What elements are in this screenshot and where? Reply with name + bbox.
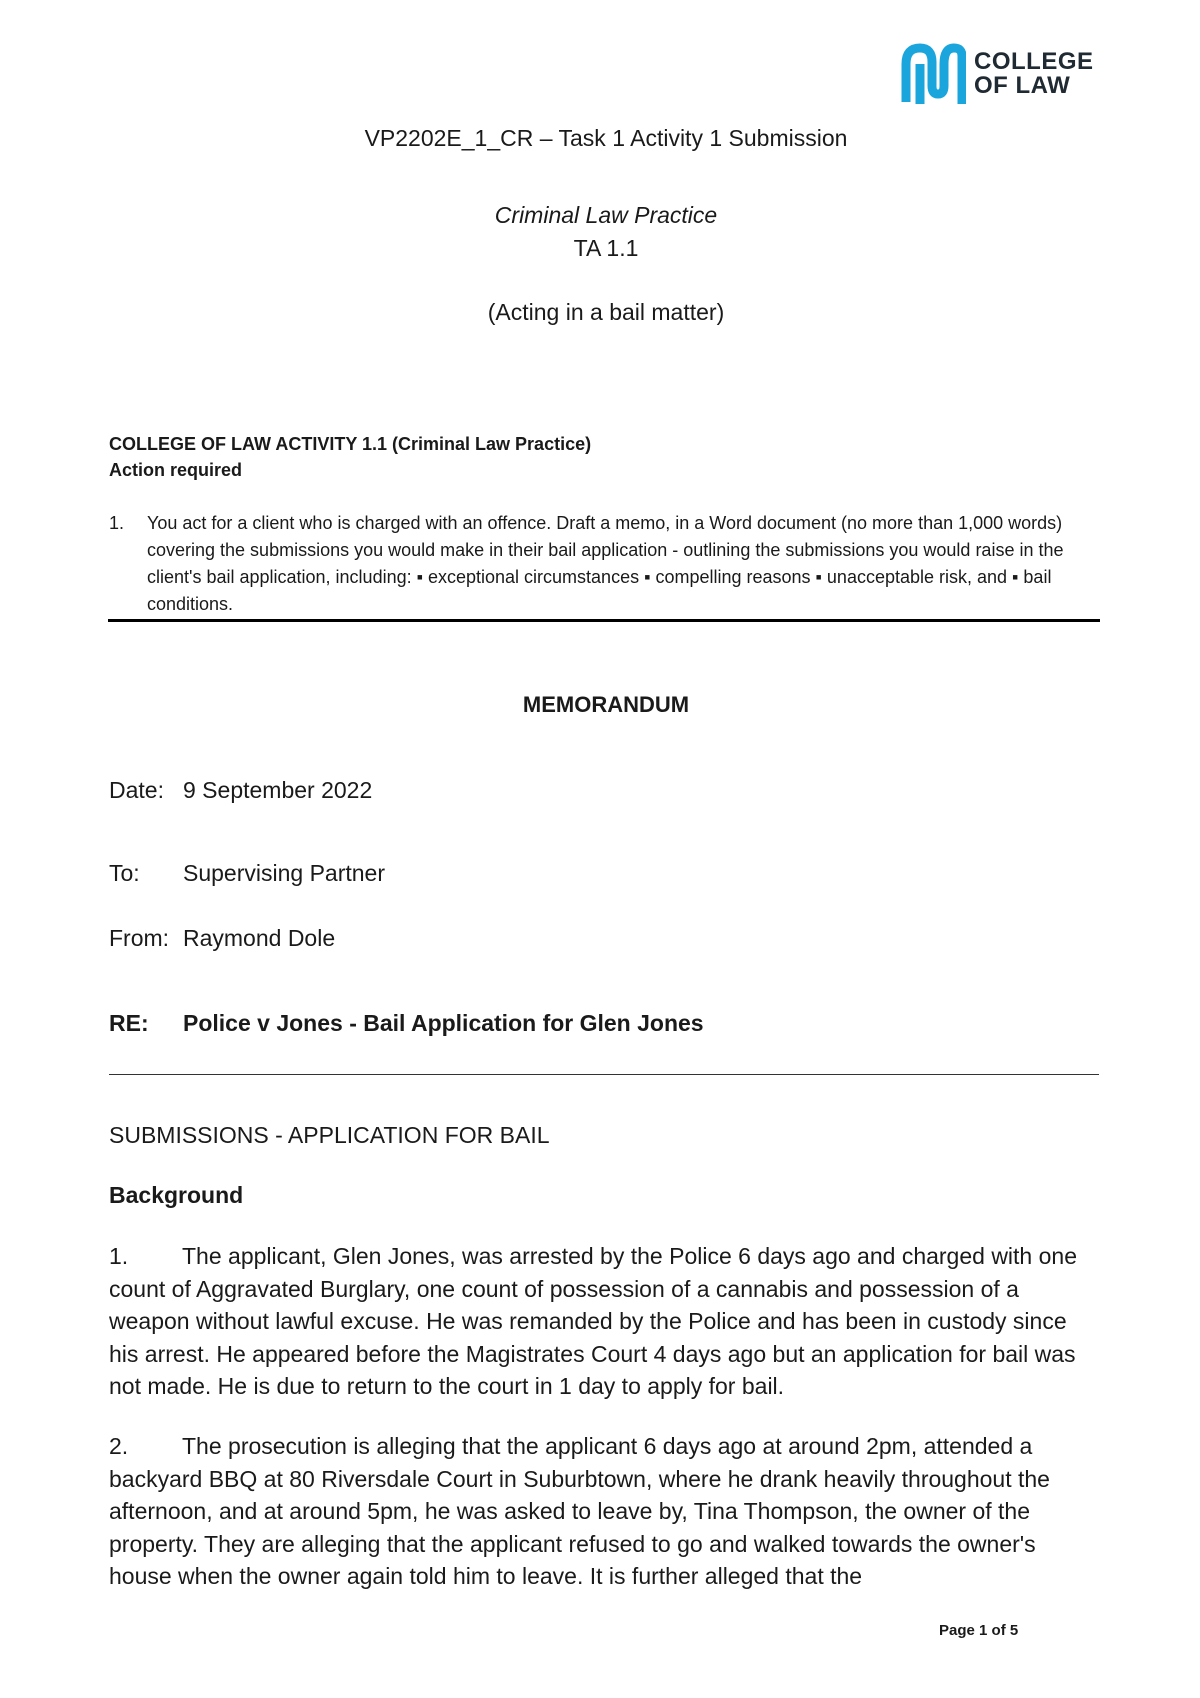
section-divider [108,619,1100,622]
background-heading: Background [109,1182,244,1208]
date-value: 9 September 2022 [183,777,373,803]
memo-divider-line [109,1074,1099,1075]
memo-date-row [109,777,372,804]
activity-code: TA 1.1 [573,235,639,261]
logo-wordmark [974,50,1094,98]
activity-topic: (Acting in a bail matter) [487,299,725,325]
memo-re-row [109,1010,704,1037]
from-value: Raymond Dole [183,925,336,951]
to-label: To: [109,860,140,886]
paragraph-number: 1. [109,1243,129,1269]
paragraph-text: The applicant, Glen Jones, was arrested by the Police 6 days ago and charged with one count of Aggravated Burglary, one count of possession of a cannabis and possession of a weapon without lawful excuse. He was remanded by the Police and has been in custody since his arrest. He appeared before the Magistrates Court 4 days ago but an application for bail was not made. He is due to return to the court in 1 day to apply for bail. [109,1243,1077,1399]
memo-title: MEMORANDUM [522,692,690,717]
activity-title: COLLEGE OF LAW ACTIVITY 1.1 (Criminal Law Practice) [109,434,592,454]
from-label: From: [109,925,170,951]
logo-line-1: COLLEGE [974,48,1094,75]
action-item-text: You act for a client who is charged with an offence. Draft a memo, in a Word document (no more than 1,000 words) covering the submissions you would make in their bail application - outlining the submissions you would raise in the client's bail application, including: ▪ exceptional circumstances ▪ compelling reasons ▪ unacceptable risk, and ▪ bail conditions. [147,513,1064,614]
memo-from-row [109,925,335,952]
re-label: RE: [109,1010,149,1036]
document-title: VP2202E_1_CR – Task 1 Activity 1 Submission [364,125,848,151]
page-number: Page 1 of 5 [939,1622,1019,1639]
paragraph-number: 2. [109,1433,129,1459]
activity-heading [109,431,1099,483]
subject-title: Criminal Law Practice [494,202,718,228]
re-value: Police v Jones - Bail Application for Glen Jones [183,1010,704,1036]
to-value: Supervising Partner [183,860,385,886]
paragraph-text: The prosecution is alleging that the applicant 6 days ago at around 2pm, attended a backyard BBQ at 80 Riversdale Court in Suburbtown, where he drank heavily throughout the afternoon, and at around 5pm, he was asked to leave by, Tina Thompson, the owner of the property. They are alleging that the applicant refused to go and walked towards the owner's house when the owner again told him to leave. It is further alleged that the [109,1433,1050,1589]
college-logo-icon [898,42,966,110]
submissions-heading: SUBMISSIONS - APPLICATION FOR BAIL [109,1122,550,1148]
college-of-law-logo [898,42,1104,110]
logo-line-2: OF LAW [974,72,1071,99]
paragraph-2 [109,1430,1101,1593]
action-item [109,510,1099,618]
action-item-number: 1. [109,513,125,533]
paragraph-1 [109,1240,1101,1403]
date-label: Date: [109,777,164,803]
action-required-label: Action required [109,460,243,480]
memo-to-row [109,860,385,887]
